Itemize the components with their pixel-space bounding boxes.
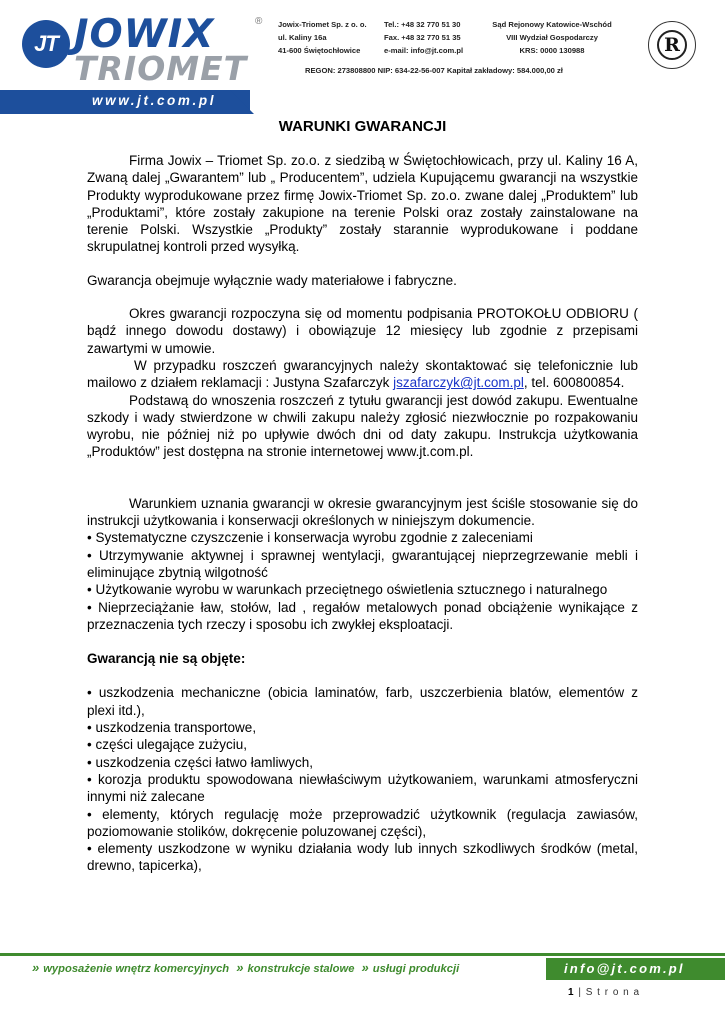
registered-mark: ® bbox=[255, 16, 263, 27]
footer-divider bbox=[0, 953, 725, 956]
document-title: WARUNKI GWARANCJI bbox=[278, 118, 447, 135]
exclusion-item: • części ulegające zużyciu, bbox=[87, 737, 248, 753]
court-line: Sąd Rejonowy Katowice-Wschód bbox=[492, 20, 612, 29]
scope-paragraph: Gwarancja obejmuje wyłącznie wady materiałowe i fabryczne. bbox=[87, 272, 457, 288]
letterhead bbox=[0, 0, 725, 118]
city-line: 41-600 Świętochłowice bbox=[278, 46, 361, 56]
krs-line: KRS: 0000 130988 bbox=[519, 46, 585, 56]
footer-bar bbox=[18, 958, 725, 980]
conditions-paragraph: Warunkiem uznania gwarancji w okresie gwarancyjnym jest ściśle stosowanie się do instrukcji użytkowania i konserwacji określonych w niniejszym dokumencie. bbox=[87, 495, 638, 529]
exclusion-item: • korozja produktu spowodowana niewłaściwym użytkowaniem, warunkami atmosferyczni innymi niż zalecane bbox=[87, 771, 638, 805]
condition-item: • Użytkowanie wyrobu w warunkach przeciętnego oświetlenia sztucznego i naturalnego bbox=[87, 582, 608, 598]
exclusions-heading: Gwarancją nie są objęte: bbox=[87, 651, 246, 667]
claims-email-link[interactable]: jszafarczyk@jt.com.pl bbox=[393, 375, 524, 391]
company-address bbox=[278, 18, 367, 58]
quality-certificate-seal-icon bbox=[648, 21, 696, 69]
exclusion-item: • elementy, których regulację może przeprowadzić użytkownik (regulacja zawiasów, poziomowanie stolików, dokręcenie poluzowanej części), bbox=[87, 806, 638, 839]
seal-mark: R bbox=[657, 30, 687, 60]
condition-item: • Nieprzeciążanie ław, stołów, lad , regałów metalowych ponad obciążenie wynikające z przeznaczenia tych rzeczy i sposobu ich zwykłej eksploatacji. bbox=[87, 599, 638, 632]
company-logo bbox=[22, 12, 267, 88]
condition-item: • Systematyczne czyszczenie i konserwacja wyrobu zgodnie z zaleceniami bbox=[87, 530, 533, 546]
claims-contact-paragraph: W przypadku roszczeń gwarancyjnych należy skontaktować się telefonicznie lub mailowo z działem reklamacji : Justyna Szafarczyk jszafarczyk@jt.com.pl, tel. 600800854. bbox=[87, 357, 638, 391]
court-registration bbox=[491, 18, 613, 58]
chevron-right-icon: » bbox=[32, 960, 40, 975]
street-line: ul. Kaliny 16a bbox=[278, 33, 327, 43]
exclusion-item: • uszkodzenia transportowe, bbox=[87, 720, 257, 736]
company-name-line: Jowix-Triomet Sp. z o. o. bbox=[278, 20, 367, 29]
proof-of-purchase-paragraph: Podstawą do wnoszenia roszczeń z tytułu gwarancji jest dowód zakupu. Ewentualne szkody i wady stwierdzone w chwili zakupu należy zgłosić niezwłocznie po rozpakowaniu wyrobu, nie później niż po upływie dwóch dni od daty zakupu. Instrukcja użytkowania „Produktów” jest dostępna na stronie internetowej www.jt.com.pl. bbox=[87, 392, 638, 460]
chevron-right-icon: » bbox=[236, 960, 244, 975]
fax-line: Fax. +48 32 770 51 35 bbox=[384, 33, 461, 43]
website-banner bbox=[0, 90, 725, 114]
footer-service-item: konstrukcje stalowe bbox=[247, 963, 355, 975]
page-number: 1 | S t r o n a bbox=[568, 987, 641, 998]
intro-paragraph: Firma Jowix – Triomet Sp. zo.o. z siedzibą w Świętochłowicach, przy ul. Kaliny 16 A, Zwaną dalej „Gwarantem” lub „ Producentem”, udziela Kupującemu gwarancji na wszystkie Produkty wyprodukowane przez firmę Jowix-Triomet Sp. zo.o. zwane dalej „Produktem” lub „Produktami”, które zostały zakupione na terenie Polski oraz zostały zainstalowane na terenie Polski. Wszystkie „Produkty” zostały starannie wyprodukowane i poddane skrupulatnej kontroli przed wysyłką. bbox=[87, 153, 638, 255]
email-line: e-mail: info@jt.com.pl bbox=[384, 46, 464, 56]
company-contact bbox=[384, 18, 463, 58]
registry-line: REGON: 273808800 NIP: 634-22-56-007 Kapitał zakładowy: 584.000,00 zł bbox=[305, 66, 563, 75]
chevron-right-icon: » bbox=[361, 960, 369, 975]
logo-mark: JT bbox=[22, 20, 70, 68]
logo-word-triomet: TRIOMET bbox=[74, 49, 248, 88]
website-url[interactable]: www.jt.com.pl bbox=[92, 93, 217, 108]
footer-services bbox=[28, 960, 459, 975]
phone-line: Tel.: +48 32 770 51 30 bbox=[384, 20, 461, 29]
footer-service-item: wyposażenie wnętrz komercyjnych bbox=[43, 963, 230, 975]
exclusion-item: • uszkodzenia mechaniczne (obicia laminatów, farb, uszczerbienia blatów, elementów z plexi itd.), bbox=[87, 685, 638, 718]
footer-email[interactable]: info@jt.com.pl bbox=[546, 958, 725, 980]
logo-word-jowix: JOWIX bbox=[74, 12, 215, 57]
footer-service-item: usługi produkcji bbox=[372, 963, 460, 975]
exclusion-item: • uszkodzenia części łatwo łamliwych, bbox=[87, 754, 314, 770]
warranty-period-paragraph: Okres gwarancji rozpoczyna się od momentu podpisania PROTOKOŁU ODBIORU ( bądź innego dowodu dostawy) i obowiązuje 12 miesięcy lub zgodnie z przepisami zawartymi w umowie. bbox=[87, 306, 638, 356]
document-body bbox=[87, 152, 638, 875]
court-division-line: VIII Wydział Gospodarczy bbox=[506, 33, 598, 43]
condition-item: • Utrzymywanie aktywnej i sprawnej wentylacji, gwarantującej nieprzegrzewanie mebli i eliminujące zbytnią wilgotność bbox=[87, 547, 638, 580]
exclusion-item: • elementy uszkodzone w wyniku działania wody lub innych szkodliwych środków (metal, drewno, tapicerka), bbox=[87, 841, 638, 874]
